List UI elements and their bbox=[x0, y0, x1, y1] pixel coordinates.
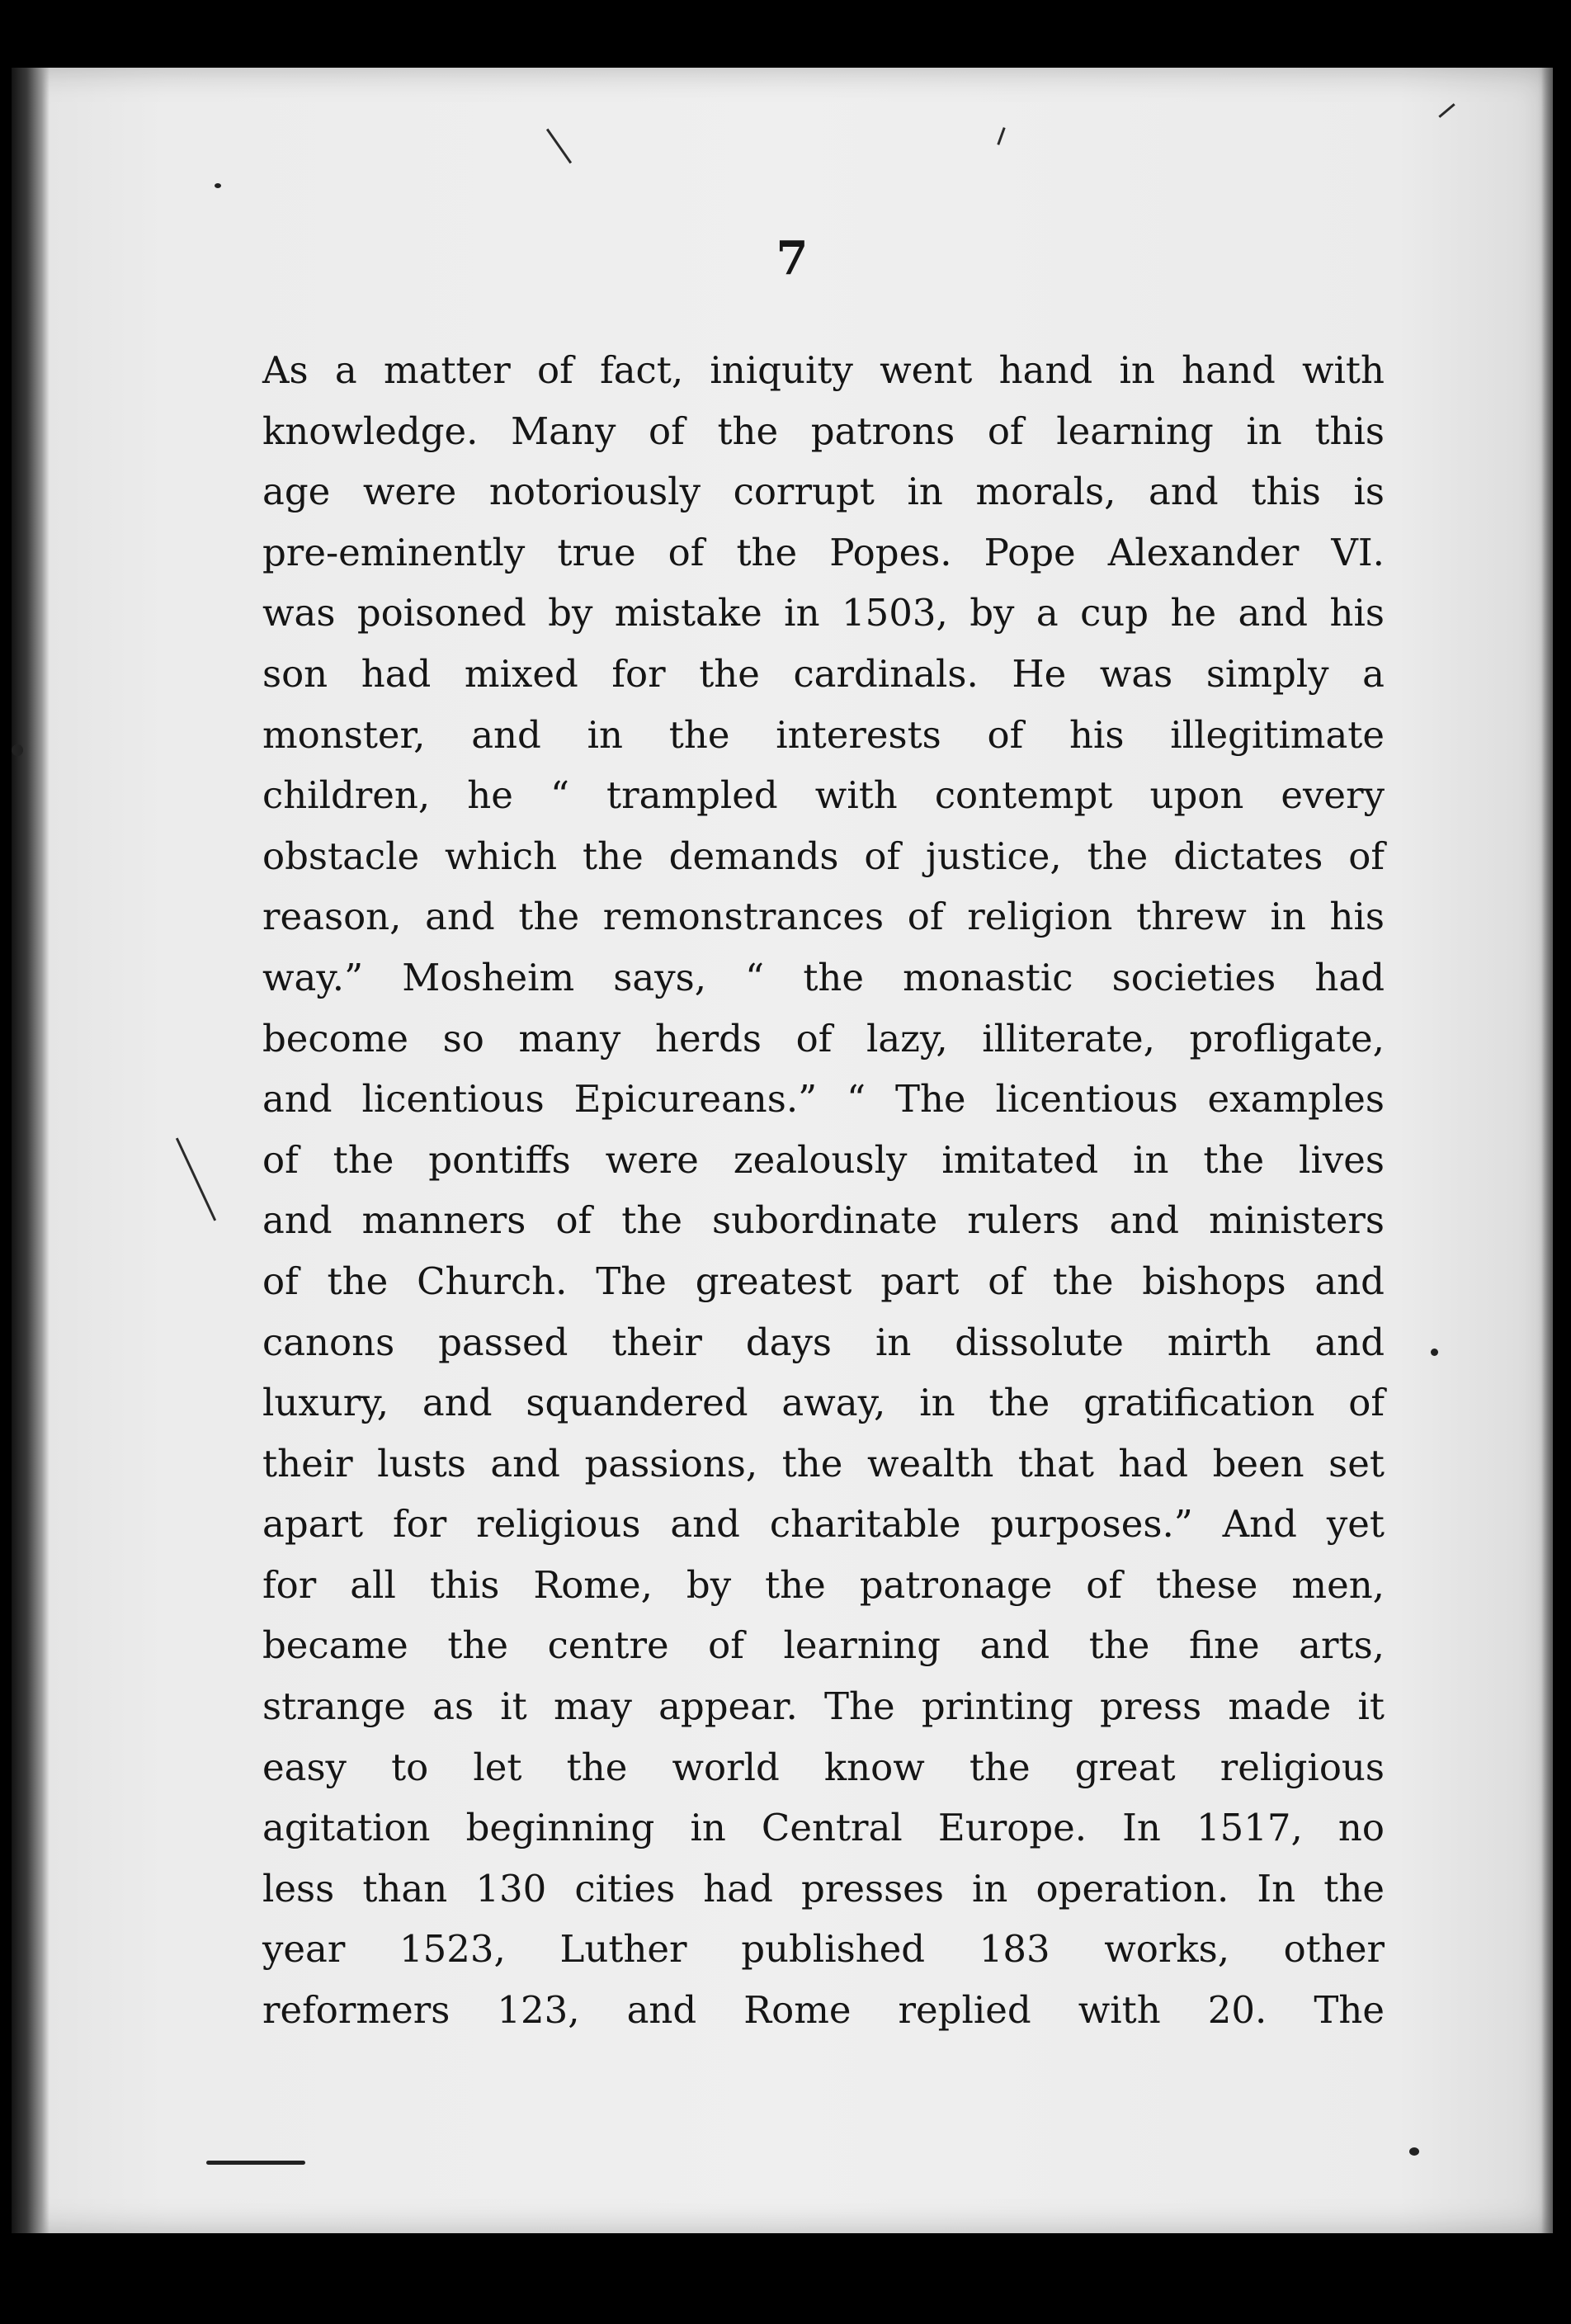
text-line: monster, and in the interests of his illegitimate bbox=[262, 712, 1385, 757]
text-line: pre-eminently true of the Popes. Pope Alexander VI. bbox=[262, 530, 1385, 574]
text-line: son had mixed for the cardinals. He was simply a bbox=[262, 651, 1385, 696]
body-text bbox=[262, 340, 1385, 2041]
text-line: for all this Rome, by the patronage of these men, bbox=[262, 1562, 1385, 1607]
page-edge-shadow bbox=[1541, 68, 1553, 2233]
stray-mark bbox=[1438, 103, 1455, 118]
text-line: reason, and the remonstrances of religion threw in his bbox=[262, 895, 1385, 939]
text-line: became the centre of learning and the fine arts, bbox=[262, 1623, 1385, 1668]
text-line: was poisoned by mistake in 1503, by a cup he and his bbox=[262, 591, 1385, 635]
text-line: apart for religious and charitable purposes.” And yet bbox=[262, 1502, 1385, 1547]
text-line: children, he “ trampled with contempt upon every bbox=[262, 773, 1385, 818]
speck bbox=[1409, 2147, 1419, 2156]
text-line: year 1523, Luther published 183 works, other bbox=[262, 1927, 1385, 1972]
text-line: obstacle which the demands of justice, the dictates of bbox=[262, 834, 1385, 878]
text-line: and licentious Epicureans.” “ The licentious examples bbox=[262, 1077, 1385, 1122]
text-line: easy to let the world know the great religious bbox=[262, 1745, 1385, 1789]
stray-mark bbox=[546, 129, 572, 164]
speck bbox=[1431, 1349, 1438, 1356]
page-number: 7 bbox=[776, 231, 809, 286]
text-line: less than 130 cities had presses in operation. In the bbox=[262, 1866, 1385, 1911]
text-line: way.” Mosheim says, “ the monastic societies had bbox=[262, 955, 1385, 999]
stray-mark bbox=[176, 1138, 216, 1221]
text-line: reformers 123, and Rome replied with 20. The bbox=[262, 1988, 1385, 2033]
text-line: agitation beginning in Central Europe. In 1517, no bbox=[262, 1806, 1385, 1850]
text-line: of the Church. The greatest part of the bishops and bbox=[262, 1259, 1385, 1303]
text-line: knowledge. Many of the patrons of learning in this bbox=[262, 409, 1385, 453]
speck bbox=[215, 183, 221, 188]
speck bbox=[12, 744, 23, 756]
text-line: strange as it may appear. The printing press made it bbox=[262, 1684, 1385, 1729]
text-line: of the pontiffs were zealously imitated in the lives bbox=[262, 1137, 1385, 1182]
text-line: become so many herds of lazy, illiterate, profligate, bbox=[262, 1016, 1385, 1060]
speck bbox=[206, 2161, 305, 2165]
text-line: their lusts and passions, the wealth that had been set bbox=[262, 1441, 1385, 1486]
stray-mark bbox=[997, 127, 1005, 145]
text-line: and manners of the subordinate rulers and ministers bbox=[262, 1198, 1385, 1243]
text-line: As a matter of fact, iniquity went hand in hand with bbox=[262, 348, 1385, 392]
page-gutter-shadow bbox=[12, 68, 50, 2233]
text-line: canons passed their days in dissolute mirth and bbox=[262, 1320, 1385, 1364]
text-line: luxury, and squandered away, in the gratification of bbox=[262, 1381, 1385, 1425]
text-line: age were notoriously corrupt in morals, and this is bbox=[262, 470, 1385, 514]
